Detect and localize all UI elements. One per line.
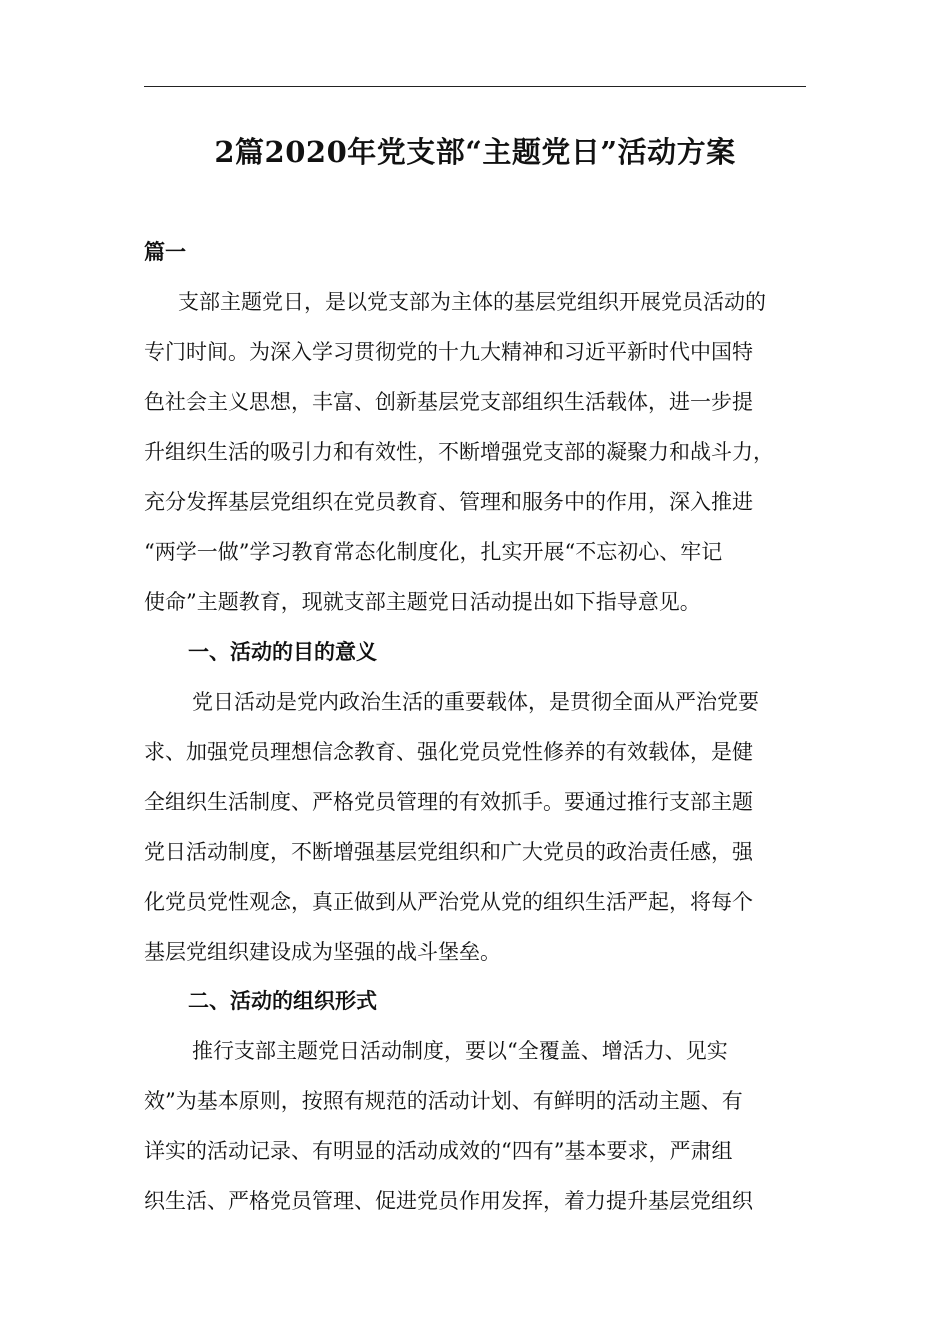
- document-title: 2篇2020年党支部“主题党日”活动方案: [214, 135, 736, 169]
- paragraph-line: 使命”主题教育，现就支部主题党日活动提出如下指导意见。: [144, 590, 701, 614]
- paragraph-line: 详实的活动记录、有明显的活动成效的“四有”基本要求，严肃组: [144, 1139, 733, 1163]
- paragraph-line: 支部主题党日，是以党支部为主体的基层党组织开展党员活动的: [178, 290, 766, 314]
- paragraph-line: 党日活动是党内政治生活的重要载体，是贯彻全面从严治党要: [192, 690, 759, 714]
- paragraph-line: 色社会主义思想，丰富、创新基层党支部组织生活载体，进一步提: [144, 390, 753, 414]
- paragraph-line: 化党员党性观念，真正做到从严治党从党的组织生活严起，将每个: [144, 890, 753, 914]
- paragraph-line: 充分发挥基层党组织在党员教育、管理和服务中的作用，深入推进: [144, 490, 753, 514]
- paragraph-line: 升组织生活的吸引力和有效性，不断增强党支部的凝聚力和战斗力，: [144, 440, 774, 464]
- section-label: 篇一: [144, 239, 186, 264]
- paragraph-line: 全组织生活制度、严格党员管理的有效抓手。要通过推行支部主题: [144, 790, 753, 814]
- paragraph-line: 推行支部主题党日活动制度，要以“全覆盖、增活力、见实: [192, 1039, 728, 1063]
- paragraph-line: 党日活动制度，不断增强基层党组织和广大党员的政治责任感，强: [144, 840, 753, 864]
- paragraph-line: 专门时间。为深入学习贯彻党的十九大精神和习近平新时代中国特: [144, 340, 753, 364]
- paragraph-line: 效”为基本原则，按照有规范的活动计划、有鲜明的活动主题、有: [144, 1089, 743, 1113]
- paragraph-line: 求、加强党员理想信念教育、强化党员党性修养的有效载体，是健: [144, 740, 753, 764]
- paragraph-line: 织生活、严格党员管理、促进党员作用发挥，着力提升基层党组织: [144, 1189, 753, 1213]
- section-heading: 二、活动的组织形式: [188, 988, 377, 1013]
- paragraph-line: 基层党组织建设成为坚强的战斗堡垒。: [144, 940, 501, 964]
- header-rule: [144, 86, 806, 87]
- section-heading: 一、活动的目的意义: [188, 639, 377, 664]
- paragraph-line: “两学一做”学习教育常态化制度化，扎实开展“不忘初心、牢记: [144, 540, 723, 564]
